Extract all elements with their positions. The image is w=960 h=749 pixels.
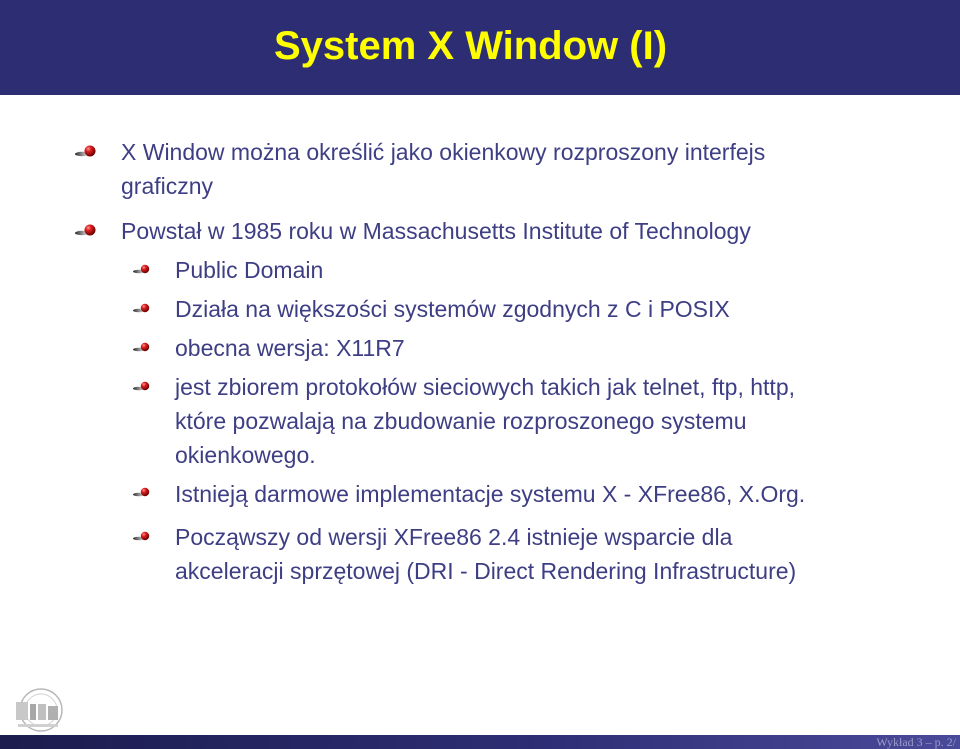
list-item-text: Public Domain — [175, 257, 324, 283]
list-item — [175, 331, 405, 365]
list-item — [175, 253, 323, 287]
list-item — [175, 477, 805, 511]
list-item — [175, 292, 730, 326]
list-item — [175, 370, 795, 472]
bullet-ball-icon — [75, 224, 97, 236]
bullet-ball-icon — [133, 264, 150, 274]
list-item-text-continued: które pozwalają na zbudowanie rozproszonego systemu — [175, 408, 747, 434]
list-item-text: Działa na większości systemów zgodnych z C i POSIX — [175, 296, 730, 322]
bullet-ball-icon — [133, 487, 150, 497]
list-item-text: Począwszy od wersji XFree86 2.4 istnieje wsparcie dla — [175, 524, 733, 550]
bullet-ball-icon — [75, 145, 97, 157]
list-item-text-continued: okienkowego. — [175, 442, 316, 468]
list-item-text: Istnieją darmowe implementacje systemu X - XFree86, X.Org. — [175, 481, 806, 507]
list-item-text: X Window można określić jako okienkowy rozproszony interfejs — [121, 139, 766, 165]
list-item-text: obecna wersja: X11R7 — [175, 335, 405, 361]
footer-page-label: Wykład 3 – p. 2/ — [876, 735, 956, 749]
list-item-text-continued: graficzny — [121, 173, 214, 199]
bullet-ball-icon — [133, 303, 150, 313]
slide-title: System X Window (I) — [274, 24, 668, 68]
list-item — [121, 214, 751, 248]
university-logo-icon — [8, 686, 68, 734]
bullet-ball-icon — [133, 531, 150, 541]
bullet-ball-icon — [133, 381, 150, 391]
list-item — [121, 135, 765, 203]
bullet-ball-icon — [133, 342, 150, 352]
list-item — [175, 520, 796, 588]
list-item-text: jest zbiorem protokołów sieciowych takich jak telnet, ftp, http, — [175, 374, 796, 400]
list-item-text-continued: akceleracji sprzętowej (DRI - Direct Rendering Infrastructure) — [175, 558, 797, 584]
list-item-text: Powstał w 1985 roku w Massachusetts Institute of Technology — [121, 218, 751, 244]
footer-bar — [0, 735, 960, 749]
